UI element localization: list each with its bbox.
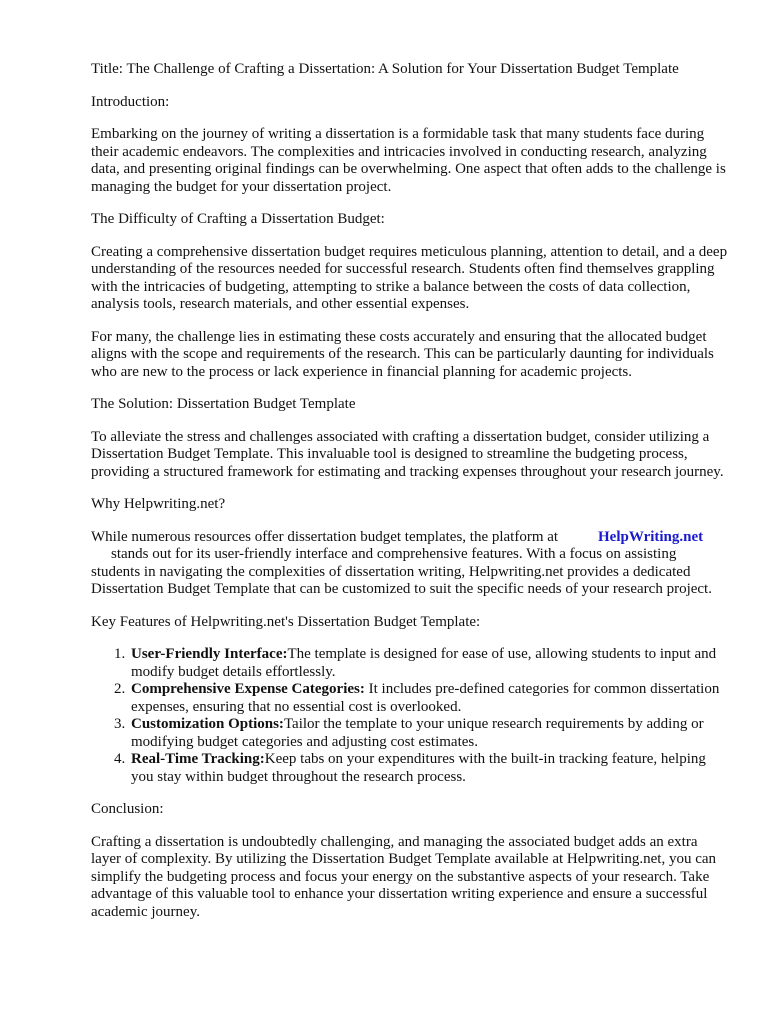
list-item bbox=[129, 751, 728, 786]
conclusion-heading: Conclusion: bbox=[91, 801, 164, 817]
list-item bbox=[129, 646, 728, 681]
solution-heading: The Solution: Dissertation Budget Template bbox=[91, 396, 356, 412]
document-title: Title: The Challenge of Crafting a Dissertation: A Solution for Your Dissertation Budget Template bbox=[91, 61, 679, 77]
feature-text: It includes pre-defined categories for common dissertation expenses, ensuring that no essential cost is overlooked. bbox=[131, 681, 720, 715]
why-line-start: While numerous resources offer dissertation budget templates, the platform at bbox=[91, 528, 559, 545]
solution-paragraph: To alleviate the stress and challenges associated with crafting a dissertation budget, consider utilizing a Dissertation Budget Template. This invaluable tool is designed to streamline the budgeting process, providing a structured framework for estimating and tracking expenses throughout your research journey. bbox=[91, 428, 724, 480]
feature-name: User-Friendly Interface: bbox=[131, 646, 288, 662]
features-heading: Key Features of Helpwriting.net's Dissertation Budget Template: bbox=[91, 613, 481, 630]
why-first-line bbox=[91, 529, 728, 547]
list-item bbox=[129, 716, 728, 751]
helpwriting-link[interactable]: HelpWriting.net bbox=[598, 528, 704, 545]
list-item bbox=[129, 681, 728, 716]
feature-text: Tailor the template to your unique research requirements by adding or modifying budget categories and adjusting cost estimates. bbox=[131, 716, 704, 750]
introduction-paragraph: Embarking on the journey of writing a dissertation is a formidable task that many students face during their academic endeavors. The complexities and intricacies involved in conducting research, analyzing data, and presenting original findings can be overwhelming. One aspect that often adds to the challenge is managing the budget for your dissertation project. bbox=[91, 126, 726, 195]
conclusion-paragraph: Crafting a dissertation is undoubtedly challenging, and managing the associated budget adds an extra layer of complexity. By utilizing the Dissertation Budget Template available at Helpwriting.net, you can simplify the budgeting process and focus your energy on the substantive aspects of your research. Take advantage of this valuable tool to enhance your dissertation writing experience and ensure a successful academic journey. bbox=[91, 833, 717, 920]
features-list bbox=[91, 646, 728, 786]
difficulty-heading: The Difficulty of Crafting a Dissertation Budget: bbox=[91, 211, 385, 227]
difficulty-paragraph-2: For many, the challenge lies in estimating these costs accurately and ensuring that the allocated budget aligns with the scope and requirements of the research. This can be particularly daunting for individuals who are new to the process or lack experience in financial planning for academic projects. bbox=[91, 328, 714, 380]
feature-text: The template is designed for ease of use, allowing students to input and modify budget details effortlessly. bbox=[131, 646, 717, 680]
why-paragraph bbox=[91, 529, 728, 599]
feature-name: Real-Time Tracking: bbox=[131, 751, 265, 767]
why-heading: Why Helpwriting.net? bbox=[91, 496, 226, 512]
introduction-heading: Introduction: bbox=[91, 93, 170, 110]
why-indented-line: stands out for its user-friendly interface and comprehensive features. With a focus on assisting bbox=[111, 546, 677, 562]
feature-name: Comprehensive Expense Categories: bbox=[131, 681, 365, 697]
feature-name: Customization Options: bbox=[131, 716, 284, 732]
difficulty-paragraph-1: Creating a comprehensive dissertation budget requires meticulous planning, attention to detail, and a deep understanding of the resources needed for successful research. Students often find themselves grappling with the intricacies of budgeting, attempting to strike a balance between the costs of data collection, analysis tools, research materials, and other essential expenses. bbox=[91, 243, 728, 312]
feature-text: Keep tabs on your expenditures with the built-in tracking feature, helping you stay within budget throughout the research process. bbox=[131, 751, 706, 785]
why-rest-text: students in navigating the complexities of dissertation writing, Helpwriting.net provides a dedicated Dissertation Budget Template that can be customized to suit the specific needs of your research project. bbox=[91, 563, 712, 597]
